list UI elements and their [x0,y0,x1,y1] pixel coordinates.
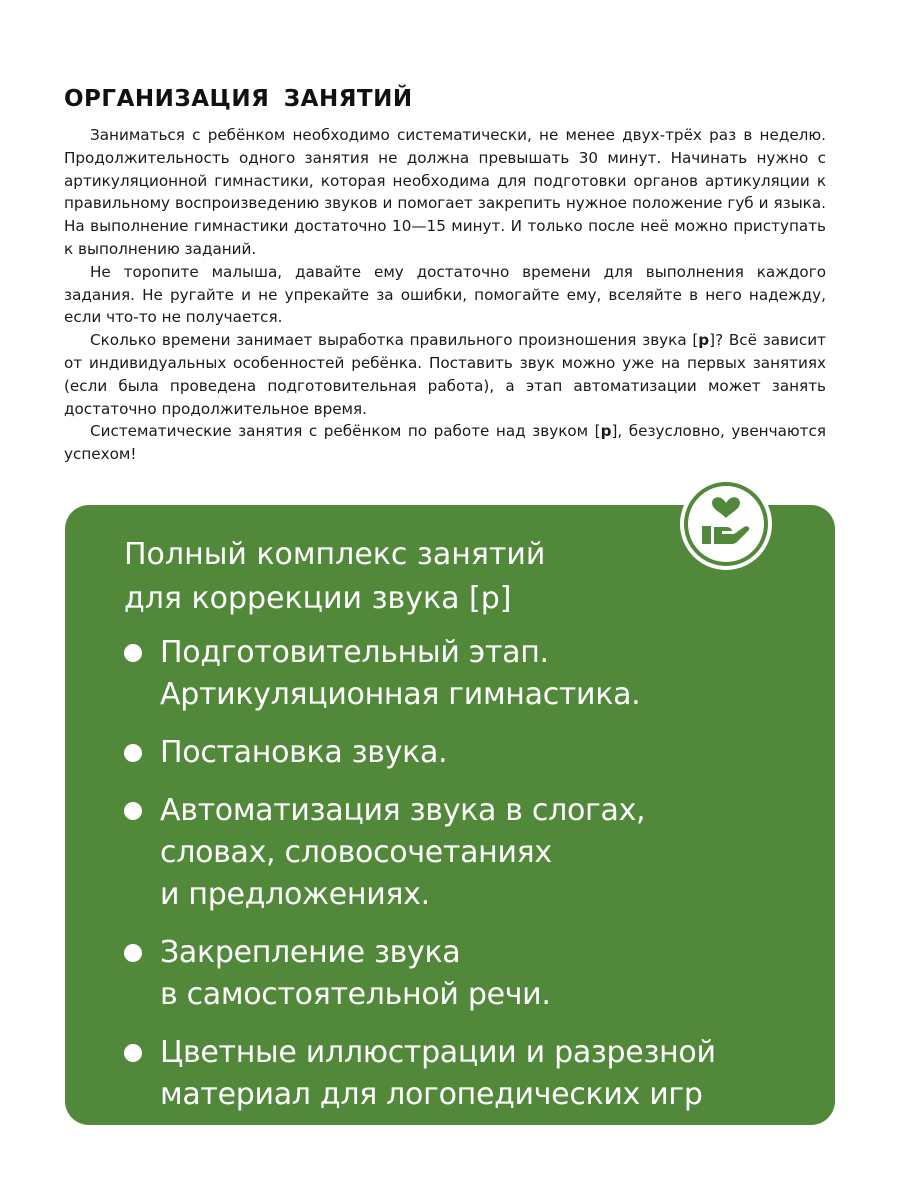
paragraph-3 [64,329,826,420]
feature-item [124,732,824,774]
promo-badge [680,478,772,570]
paragraph-1: Заниматься с ребёнком необходимо систематически, не менее двух-трёх раз в неделю. Продолжительность одного занятия не должна превышать 30 минут. Начинать нужно с артикуляционной гимнастики, которая необходима для подготовки органов артикуляции к правильному воспроизведению звуков и помогает закрепить нужное положение губ и языка. На выполнение гимнастики достаточно 10—15 минут. И только после неё можно приступать к выполнению заданий. [64,126,826,258]
paragraph-4 [64,420,826,466]
feature-line: в самостоятельной речи. [160,977,551,1012]
bullet-dot-icon [124,802,142,820]
feature-line: Артикуляционная гимнастика. [160,677,641,712]
sound-letter: р [600,422,612,441]
feature-item [124,1032,824,1116]
feature-line: Постановка звука. [160,735,448,770]
feature-line: Закрепление звука [160,935,461,970]
feature-list [124,632,824,1132]
badge-inner [688,486,764,562]
feature-line: словах, словосочетаниях [160,835,552,870]
feature-item [124,632,824,716]
feature-item [124,790,824,916]
feature-line: Подготовительный этап. [160,635,549,670]
bullet-dot-icon [124,644,142,662]
feature-line: Автоматизация звука в слогах, [160,793,646,828]
paragraph-4-end: ], безусловно, увенчаются успехом! [64,422,826,464]
bullet-dot-icon [124,944,142,962]
feature-line: и предложениях. [160,877,430,912]
section-heading: ОРГАНИЗАЦИЯ ЗАНЯТИЙ [64,86,413,112]
paragraph-2: Не торопите малыша, давайте ему достаточно времени для выполнения каждого задания. Не ругайте и не упрекайте за ошибки, помогайте ему, вселяйте в него надежду, если что-то не получается. [64,262,826,327]
body-text [64,124,826,466]
bullet-dot-icon [124,1044,142,1062]
promo-title-line-1: Полный комплекс занятий [124,537,546,572]
feature-line: материал для логопедических игр [160,1077,703,1112]
feature-item [124,932,824,1016]
hand-heart-icon [696,494,756,554]
promo-title [124,533,684,621]
paragraph-3-end: ]? Всё зависит от индивидуальных особенностей ребёнка. Поставить звук можно уже на первых занятиях (если была проведена подготовительная работа), а этап автоматизации может занять достаточно продолжительное время. [64,331,826,418]
sound-letter: р [698,331,710,350]
feature-line: Цветные иллюстрации и разрезной [160,1035,716,1070]
paragraph-4-start: Систематические занятия с ребёнком по работе над звуком [ [90,422,601,441]
paragraph-3-start: Сколько времени занимает выработка правильного произношения звука [ [90,331,699,350]
promo-title-line-2: для коррекции звука [р] [124,581,512,616]
bullet-dot-icon [124,744,142,762]
